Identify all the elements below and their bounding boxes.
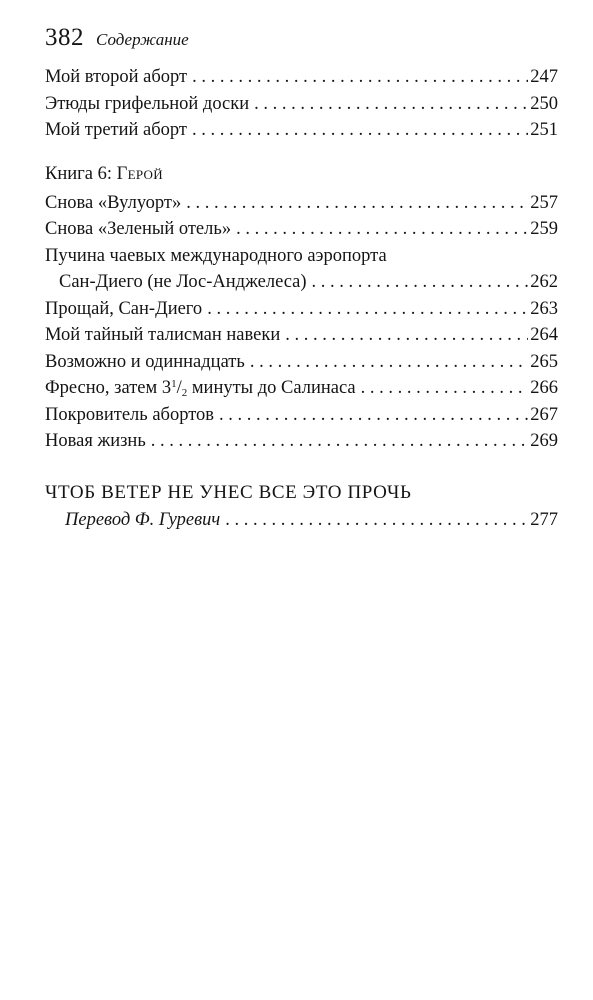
toc-entry-page: 259 [530, 219, 558, 239]
toc-entry [45, 296, 558, 323]
toc-entry-page: 251 [530, 120, 558, 140]
toc-entry [45, 216, 558, 243]
table-of-contents [45, 64, 558, 533]
toc-entry [45, 269, 558, 296]
dot-leader [250, 349, 528, 376]
toc-entry-title: Перевод Ф. Гуревич [65, 509, 221, 530]
toc-entry-title: Сан-Диего (не Лос-Анджелеса) [59, 272, 307, 292]
toc-entry-first-line: Пучина чаевых международного аэропорта [45, 245, 387, 266]
toc-entry-title: Мой третий аборт [45, 120, 188, 140]
toc-entry-title: Покровитель абортов [45, 404, 215, 425]
toc-entry-page: 250 [530, 93, 558, 114]
fraction-slash: / [176, 378, 182, 398]
toc-entry-title [45, 375, 356, 402]
fraction-numerator: 1 [171, 378, 177, 390]
fraction-denominator: 2 [181, 387, 188, 399]
toc-entry-title: Возможно и одиннадцать [45, 351, 245, 372]
toc-entry-page: 257 [530, 192, 558, 213]
toc-entry-title: Этюды грифельной доски [45, 93, 250, 114]
dot-leader [207, 296, 528, 323]
dot-leader [254, 91, 528, 118]
dot-leader [225, 507, 528, 534]
toc-entry [45, 117, 558, 144]
title-part: Фресно, затем 3 [45, 378, 172, 398]
toc-entry [45, 91, 558, 118]
toc-entry-page: 262 [530, 272, 558, 292]
section-title: Содержание [96, 30, 189, 49]
toc-entry-title: Новая жизнь [45, 431, 146, 451]
page-number: 382 [45, 24, 84, 51]
toc-entry-page: 264 [530, 325, 558, 345]
toc-entry-translator [45, 507, 558, 534]
toc-entry [45, 375, 558, 402]
dot-leader [285, 322, 528, 349]
toc-entry-page: 277 [530, 509, 558, 530]
toc-entry [45, 190, 558, 217]
toc-entry-page: 267 [530, 404, 558, 425]
running-head [45, 24, 189, 54]
dot-leader [236, 216, 528, 243]
dot-leader [186, 190, 528, 217]
toc-entry [45, 322, 558, 349]
toc-entry [45, 64, 558, 91]
dot-leader [192, 117, 528, 144]
toc-entry-page: 266 [530, 378, 558, 398]
toc-entry-title: Снова «Вулуорт» [45, 192, 182, 213]
dot-leader [219, 402, 528, 429]
part-heading: ЧТОБ ВЕТЕР НЕ УНЕС ВСЕ ЭТО ПРОЧЬ [45, 481, 412, 503]
dot-leader [151, 428, 528, 455]
dot-leader [312, 269, 529, 296]
toc-entry-page: 263 [530, 298, 558, 319]
toc-entry-page: 269 [530, 431, 558, 451]
toc-entry [45, 402, 558, 429]
toc-entry-title: Прощай, Сан-Диего [45, 298, 203, 319]
dot-leader [192, 64, 528, 91]
toc-entry-title: Мой тайный талисман навеки [45, 325, 281, 345]
book-heading [45, 160, 558, 190]
toc-entry-title: Снова «Зеленый отель» [45, 219, 232, 239]
toc-entry-page: 265 [530, 351, 558, 372]
dot-leader [361, 375, 529, 402]
book-heading-name: Герой [116, 163, 163, 184]
toc-entry-page: 247 [530, 67, 558, 87]
toc-entry [45, 428, 558, 455]
book-heading-prefix: Книга 6: [45, 163, 117, 184]
toc-entry [45, 349, 558, 376]
toc-entry-title: Мой второй аборт [45, 67, 188, 87]
title-part: минуты до Салинаса [187, 378, 356, 398]
